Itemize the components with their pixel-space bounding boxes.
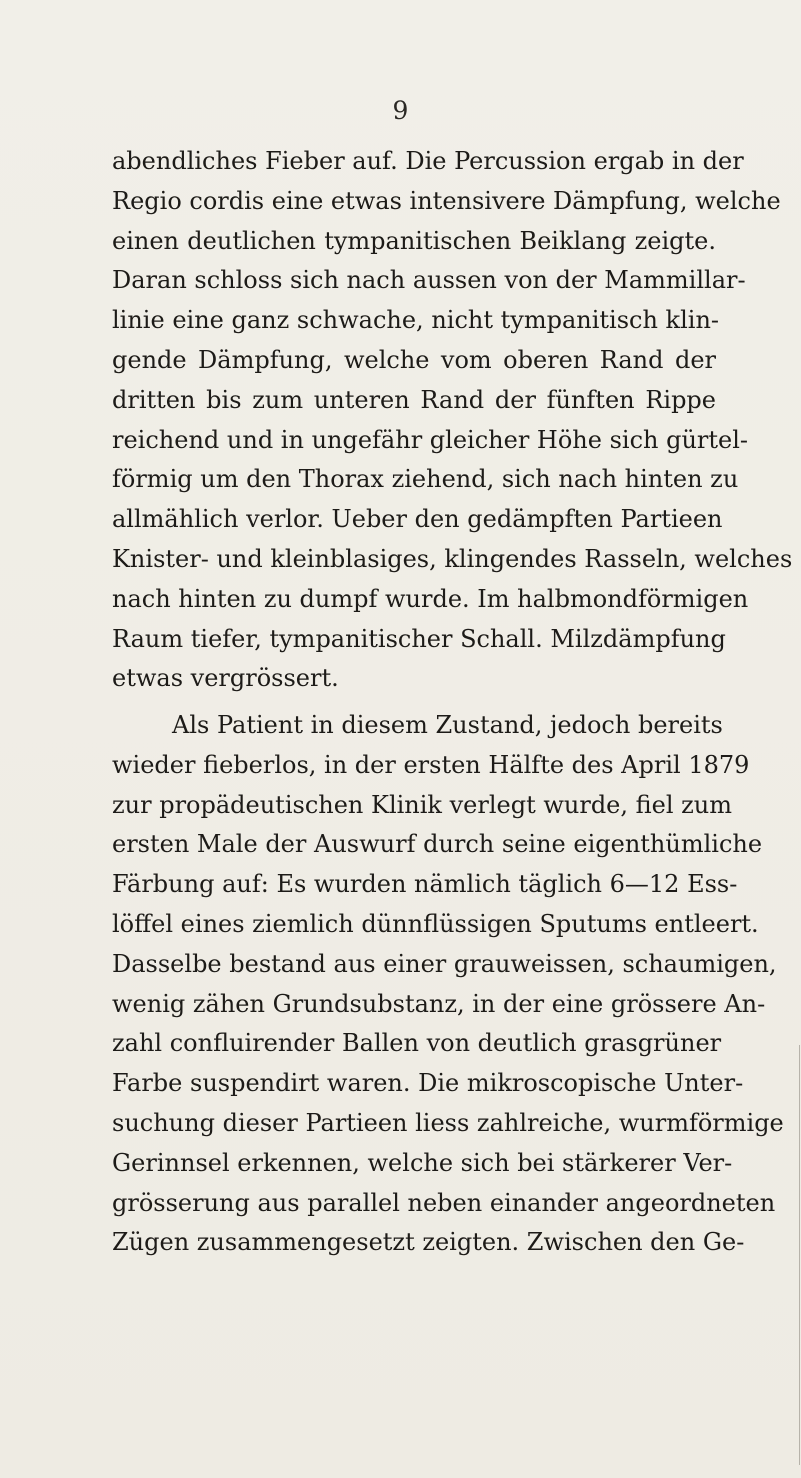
text-line: etwas vergrössert. (112, 664, 339, 693)
text-line: Dasselbe bestand aus einer grauweissen, schaumigen, (112, 949, 777, 978)
paragraph-2 (112, 706, 784, 1263)
text-line: wenig zähen Grundsubstanz, in der eine grössere An- (112, 989, 766, 1018)
text-line: Knister- und kleinblasiges, klingendes Rasseln, welches (112, 544, 793, 573)
page-edge-line (799, 1045, 800, 1465)
text-line: Regio cordis eine etwas intensivere Dämpfung, welche (112, 186, 781, 215)
text-line: allmählich verlor. Ueber den gedämpften Partieen (112, 505, 723, 534)
text-line: grösserung aus parallel neben einander angeordneten (112, 1188, 776, 1217)
text-line: Raum tiefer, tympanitischer Schall. Milzdämpfung (112, 624, 726, 653)
paragraph-1 (112, 142, 793, 699)
text-line: gende Dämpfung, welche vom oberen Rand der (112, 345, 716, 374)
text-line: Gerinnsel erkennen, welche sich bei stärkerer Ver- (112, 1148, 733, 1177)
text-line: zahl confluirender Ballen von deutlich grasgrüner (112, 1029, 722, 1058)
text-line: wieder fieberlos, in der ersten Hälfte des April 1879 (112, 750, 750, 779)
text-line: Farbe suspendirt waren. Die mikroscopische Unter- (112, 1069, 744, 1098)
page-number: 9 (392, 96, 409, 125)
text-line: nach hinten zu dumpf wurde. Im halbmondförmigen (112, 584, 749, 613)
text-line: löffel eines ziemlich dünnflüssigen Sputums entleert. (112, 909, 759, 938)
text-line: Daran schloss sich nach aussen von der Mammillar- (112, 266, 746, 295)
text-line: reichend und in ungefähr gleicher Höhe sich gürtel- (112, 425, 749, 454)
text-line: einen deutlichen tympanitischen Beiklang zeigte. (112, 226, 716, 255)
text-line: Als Patient in diesem Zustand, jedoch bereits (172, 711, 723, 739)
text-line: abendliches Fieber auf. Die Percussion ergab in der (112, 147, 744, 175)
text-line: Färbung auf: Es wurden nämlich täglich 6—12 Ess- (112, 870, 738, 899)
text-line: linie eine ganz schwache, nicht tympanitisch klin- (112, 306, 720, 335)
text-line: dritten bis zum unteren Rand der fünften Rippe (112, 385, 716, 414)
text-line: Zügen zusammengesetzt zeigten. Zwischen den Ge- (112, 1228, 745, 1257)
text-line: suchung dieser Partieen liess zahlreiche, wurmförmige (112, 1108, 784, 1137)
text-line: ersten Male der Auswurf durch seine eigenthümliche (112, 830, 763, 859)
text-line: förmig um den Thorax ziehend, sich nach hinten zu (112, 465, 739, 494)
text-line: zur propädeutischen Klinik verlegt wurde, fiel zum (112, 790, 733, 819)
